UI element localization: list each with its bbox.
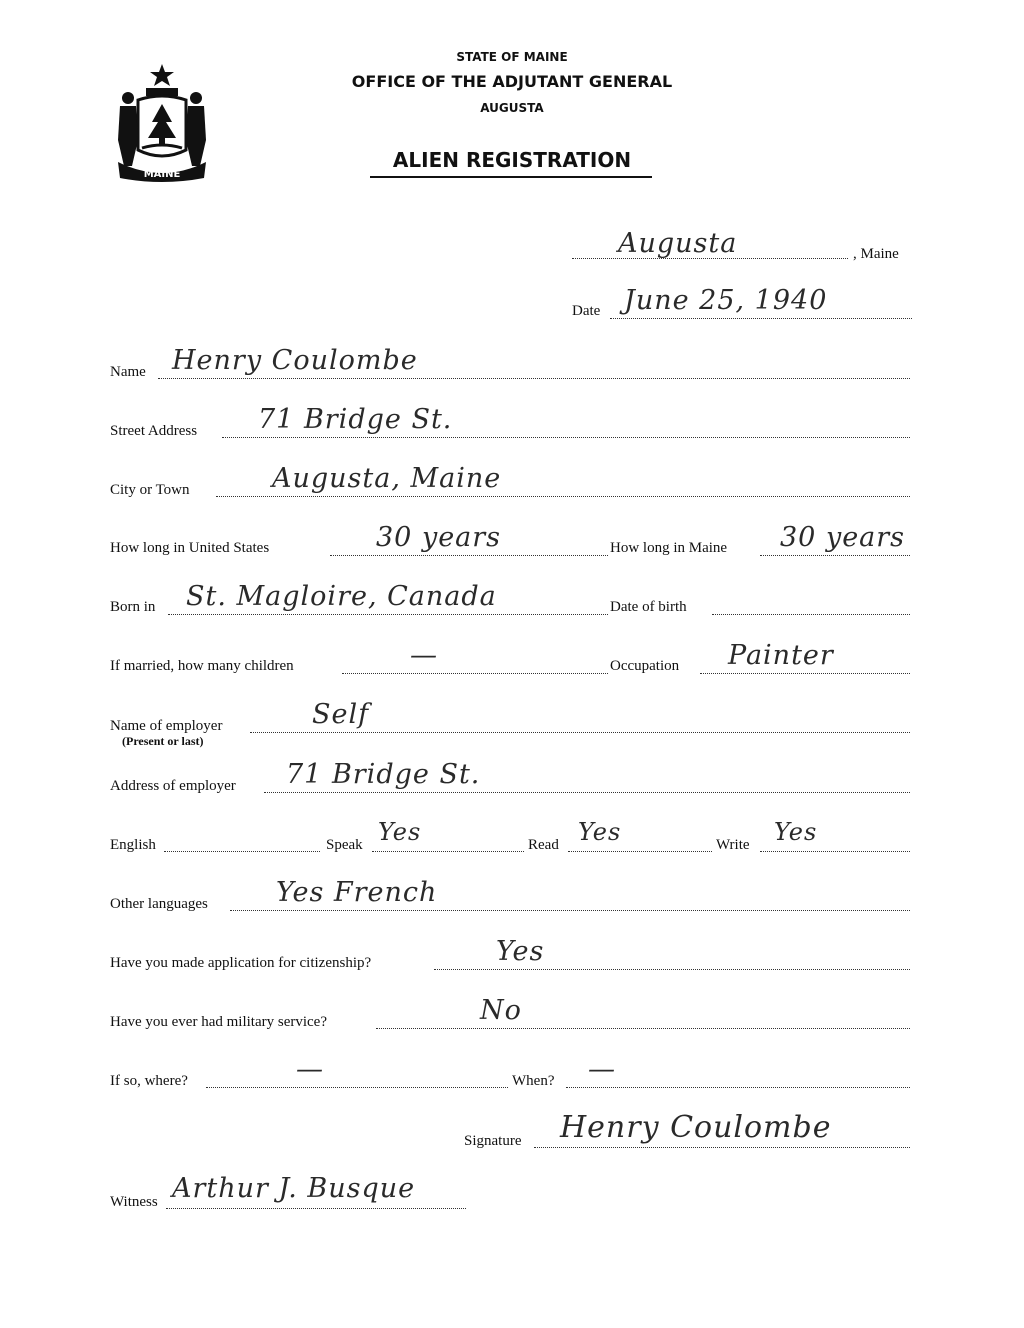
name-value: Henry Coulombe xyxy=(172,345,418,376)
title-underline xyxy=(370,176,652,178)
signature-label: Signature xyxy=(464,1133,522,1149)
witness-label: Witness xyxy=(110,1194,158,1210)
name-label: Name xyxy=(110,364,146,380)
speak-value: Yes xyxy=(378,818,422,846)
employer-note: (Present or last) xyxy=(122,734,204,748)
state-heading: STATE OF MAINE xyxy=(456,50,568,64)
employer-address-label: Address of employer xyxy=(110,778,236,794)
office-heading: OFFICE OF THE ADJUTANT GENERAL xyxy=(351,72,673,91)
seal-banner-text: MAINE xyxy=(143,169,181,180)
occupation-label: Occupation xyxy=(610,658,680,674)
date-value: June 25, 1940 xyxy=(624,285,828,316)
signature-value: Henry Coulombe xyxy=(560,1110,832,1145)
other-languages-label: Other languages xyxy=(110,896,208,912)
citizenship-value: Yes xyxy=(496,936,545,967)
if-so-where-value: — xyxy=(296,1054,324,1085)
military-label: Have you ever had military service? xyxy=(110,1014,327,1030)
when-value: — xyxy=(588,1054,616,1085)
city-value: Augusta, Maine xyxy=(272,463,502,494)
occupation-value: Painter xyxy=(728,640,834,671)
military-value: No xyxy=(480,995,522,1026)
witness-value: Arthur J. Busque xyxy=(172,1173,416,1204)
married-children-value: — xyxy=(410,640,438,671)
speak-label: Speak xyxy=(326,837,363,853)
employer-name-label: Name of employer xyxy=(110,718,223,734)
city-heading: AUGUSTA xyxy=(480,101,544,115)
employer-name-value: Self xyxy=(312,699,370,730)
born-in-value: St. Magloire, Canada xyxy=(186,581,497,612)
married-children-label: If married, how many children xyxy=(110,658,294,674)
maine-label: , Maine xyxy=(853,246,899,262)
if-so-where-label: If so, where? xyxy=(110,1073,188,1089)
street-address-value: 71 Bridge St. xyxy=(258,404,453,435)
when-label: When? xyxy=(512,1073,555,1089)
write-label: Write xyxy=(716,837,750,853)
street-address-label: Street Address xyxy=(110,423,198,439)
citizenship-label: Have you made application for citizenship? xyxy=(110,955,372,971)
read-label: Read xyxy=(528,837,559,853)
city-label: City or Town xyxy=(110,482,190,498)
date-label: Date xyxy=(572,303,601,319)
how-long-maine-value: 30 years xyxy=(780,522,906,553)
form-title: ALIEN REGISTRATION xyxy=(392,148,632,172)
how-long-us-value: 30 years xyxy=(376,522,502,553)
born-in-label: Born in xyxy=(110,599,156,615)
how-long-maine-label: How long in Maine xyxy=(610,540,728,556)
read-value: Yes xyxy=(578,818,622,846)
write-value: Yes xyxy=(774,818,818,846)
how-long-us-label: How long in United States xyxy=(110,540,270,556)
date-of-birth-label: Date of birth xyxy=(610,599,687,615)
place-value: Augusta xyxy=(618,228,738,259)
employer-address-value: 71 Bridge St. xyxy=(286,759,481,790)
english-label: English xyxy=(110,837,156,853)
other-languages-value: Yes French xyxy=(276,877,438,908)
